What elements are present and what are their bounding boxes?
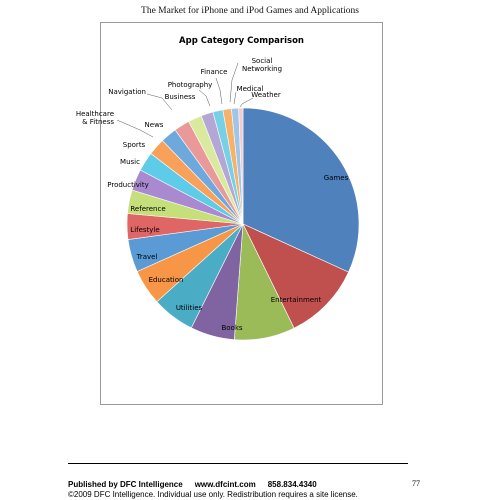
pie-label: News xyxy=(144,121,164,129)
pie-label: Sports xyxy=(122,141,146,149)
pie-label: Games xyxy=(323,174,349,182)
pie-label: Productivity xyxy=(107,181,149,189)
pie-label: Photography xyxy=(167,81,213,89)
pie-label: Business xyxy=(164,93,196,101)
pie-label: Music xyxy=(120,158,140,166)
footer-website: www.dfcint.com xyxy=(194,480,256,489)
pie-label: Entertainment xyxy=(270,296,322,304)
leader-line xyxy=(216,78,222,104)
footer-publisher-line xyxy=(68,480,317,489)
footer-divider xyxy=(68,463,408,464)
pie-label: Education xyxy=(148,276,184,284)
pie-label: Books xyxy=(221,324,243,332)
pie-label: Navigation xyxy=(108,88,146,96)
footer-publisher: Published by DFC Intelligence xyxy=(68,480,183,489)
pie-label: Medical xyxy=(236,85,264,93)
pie-label: Reference xyxy=(130,205,166,213)
page-number: 77 xyxy=(412,479,420,488)
pie-label: Weather xyxy=(251,91,281,99)
pie-label: Utilities xyxy=(175,304,203,312)
pie-label: Social Networking xyxy=(241,57,283,73)
leader-line xyxy=(230,63,238,102)
footer-phone: 858.834.4340 xyxy=(267,480,317,489)
pie-label: Travel xyxy=(136,253,158,261)
footer-copyright: ©2009 DFC Intelligence. Individual use only. Redistribution requires a site license. xyxy=(68,490,358,499)
pie-label: Healthcare & Fitness xyxy=(75,110,114,126)
leader-line xyxy=(234,92,236,104)
pie-label: Lifestyle xyxy=(130,226,160,234)
pie-label: Finance xyxy=(200,68,228,76)
chart-title: App Category Comparison xyxy=(179,36,304,46)
leader-line xyxy=(240,98,253,107)
document-header: The Market for iPhone and iPod Games and Applications xyxy=(141,6,359,16)
leader-line xyxy=(199,90,210,106)
